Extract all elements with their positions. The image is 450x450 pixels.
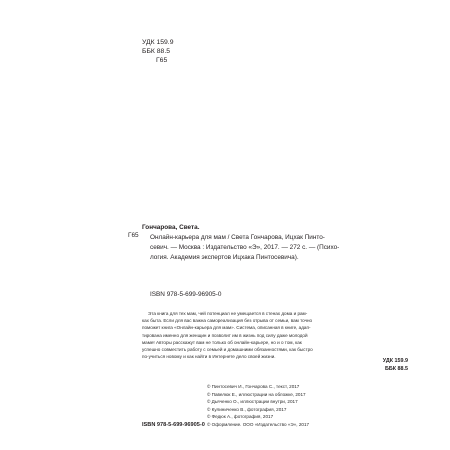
abstract-line: маме! Авторы расскажут вам не только об онлайн-карьере, но и о том, как <box>142 339 302 345</box>
author-mark-left: Г65 <box>128 232 139 239</box>
author-mark-code: Г65 <box>156 57 168 64</box>
copyright-line: © Оформление. ООО «Издательство «Э», 2017 <box>207 421 310 427</box>
isbn-record: ISBN 978-5-699-96905-0 <box>150 291 222 298</box>
copyright-line: © Федюк А., фотография, 2017 <box>207 414 274 420</box>
bibliographic-line: севич. — Москва : Издательство «Э», 2017. — 272 с. — (Психо- <box>150 244 340 251</box>
copyright-line: © Кулиниченко В., фотография, 2017 <box>207 406 287 412</box>
bbk-code-bottom: ББК 88.5 <box>384 366 408 372</box>
copyright-line: © Павелюк Е., иллюстрации на обложке, 2017 <box>207 391 306 397</box>
bibliographic-line: логия. Академия экспертов Ицхака Пинтосевича). <box>150 254 299 261</box>
isbn-bottom: ISBN 978-5-699-96905-0 <box>142 422 205 428</box>
udk-code: УДК 159.9 <box>142 39 174 46</box>
copyright-list <box>207 383 309 429</box>
bbk-code: ББК 88.5 <box>142 48 170 55</box>
abstract-line: поможет книга «Онлайн-карьера для мам». Система, описанная в книге, адап- <box>142 325 311 331</box>
abstract-line: Эта книга для тех мам, чей потенциал не умещается в стенах дома и рам- <box>148 311 308 316</box>
abstract-line: успешно совместить работу с семьей и домашними обязанностями, как быстро <box>142 347 313 353</box>
abstract-line: ках быта. Если для вас важна самореализация без отрыва от семьи, вам точно <box>142 318 313 324</box>
bibliographic-line: Онлайн-карьера для мам / Света Гончарова, Ицхак Пинто- <box>150 234 325 241</box>
abstract-text <box>142 310 408 360</box>
top-classification-block <box>142 38 173 65</box>
author-heading: Гончарова, Света. <box>142 224 200 231</box>
abstract-line: по-учиться новому и как найти в Интернете дело своей жизни. <box>142 354 276 360</box>
udk-code-bottom: УДК 159.9 <box>382 358 408 364</box>
bibliographic-record <box>142 223 408 263</box>
abstract-line: тирована именно для женщин и позволит им в жизнь под силу даже молодой <box>142 332 308 338</box>
bottom-classification-block <box>360 357 408 373</box>
copyright-line: © Пинтосевич И., Гончарова С., текст, 2017 <box>207 384 300 389</box>
copyright-line: © Дьяченко О., иллюстрации внутри, 2017 <box>207 399 298 405</box>
